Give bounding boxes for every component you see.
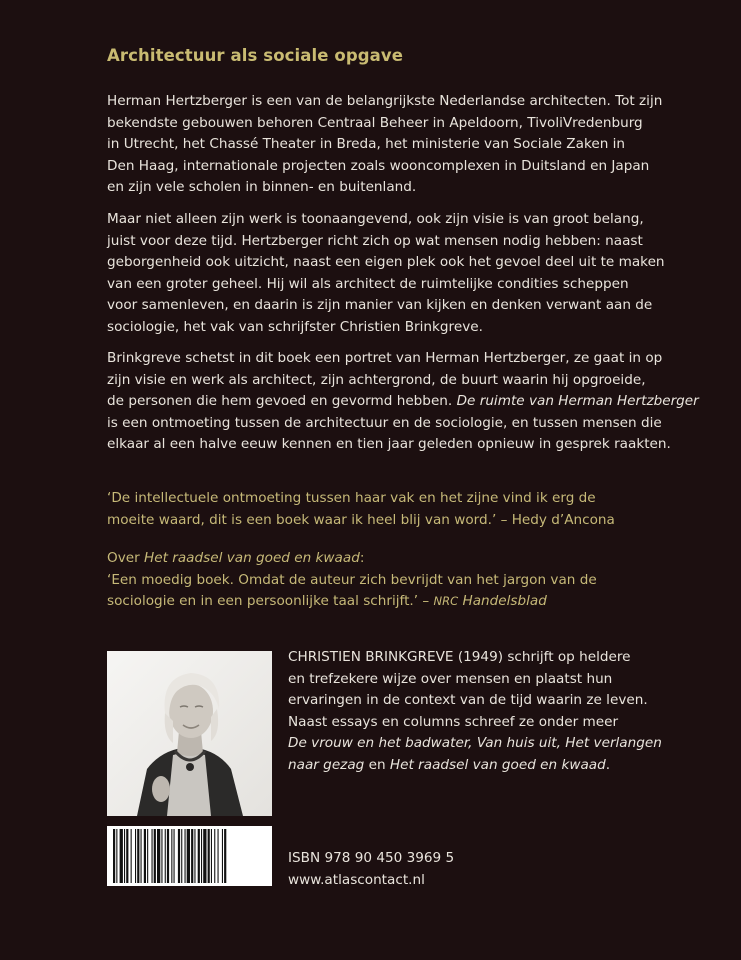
text-line: geborgenheid ook uitzicht, naast een eigen plek ook het gevoel deel uit te maken — [107, 254, 665, 271]
barcode-bar — [120, 829, 123, 883]
text-line: is een ontmoeting tussen de architectuur en de sociologie, en tussen mensen die — [107, 414, 662, 431]
quote-line: ‘Een moedig boek. Omdat de auteur zich bevrijdt van het jargon van de — [107, 571, 597, 588]
bio-line — [288, 755, 662, 777]
barcode-bar — [147, 829, 148, 883]
book-title: Het raadsel van goed en kwaad — [144, 550, 360, 566]
book-title: naar gezag — [288, 756, 365, 773]
barcode-bar — [222, 829, 223, 883]
barcode-bar — [135, 829, 136, 883]
barcode-bar — [187, 829, 190, 883]
bio-line: ervaringen in de context van de tijd waarin ze leven. — [288, 692, 648, 709]
text-line: juist voor deze tijd. Hertzberger richt zich op wat mensen nodig hebben: naast — [107, 232, 643, 249]
barcode-bar — [185, 829, 186, 883]
barcode-bar — [126, 829, 128, 883]
text-line: Brinkgreve schetst in dit boek een portret van Herman Hertzberger, ze gaat in op — [107, 350, 663, 366]
barcode-bar — [144, 829, 146, 883]
barcode-bar — [113, 829, 115, 883]
endorsement-quote — [107, 488, 615, 531]
barcode-bar — [154, 829, 156, 883]
text-fragment: : — [359, 550, 365, 566]
book-title: Het raadsel van goed en kwaad — [389, 756, 606, 773]
quote-line: ‘De intellectuele ontmoeting tussen haar vak en het zijne vind ik erg de — [107, 490, 596, 506]
text-fragment: Over — [107, 550, 140, 566]
quote-line — [107, 591, 597, 613]
quote-source: Handelsblad — [462, 593, 547, 610]
text-fragment: en — [368, 756, 386, 773]
barcode-bar — [131, 829, 132, 883]
barcode-bar — [214, 829, 215, 883]
vision-paragraph — [107, 209, 665, 339]
barcode-bar — [224, 829, 226, 883]
publisher-website: www.atlascontact.nl — [288, 871, 425, 888]
text-fragment: sociologie en in een persoonlijke taal schrijft.’ – — [107, 593, 430, 610]
bio-line: Naast essays en columns schreef ze onder meer — [288, 713, 619, 730]
barcode-bar — [218, 829, 219, 883]
text-fragment: . — [605, 756, 611, 773]
barcode-bar — [124, 829, 125, 883]
text-line: en zijn vele scholen in binnen- en buitenland. — [107, 179, 417, 196]
portrait-paragraph — [107, 348, 699, 456]
source-prefix: NRC — [433, 594, 459, 609]
text-line: van een groter geheel. Hij wil als architect de ruimtelijke condities scheppen — [107, 275, 629, 292]
barcode-bar — [171, 829, 172, 883]
book-title: Van huis uit, — [476, 735, 561, 752]
bio-line: CHRISTIEN BRINKGREVE (1949) schrijft op heldere — [288, 649, 631, 665]
barcode-bar — [137, 829, 139, 883]
text-line: Den Haag, internationale projecten zoals wooncomplexen in Duitsland en Japan — [107, 157, 650, 174]
publication-info — [288, 848, 454, 891]
barcode-bar — [152, 829, 153, 883]
intro-paragraph — [107, 91, 662, 199]
text-line: Herman Hertzberger is een van de belangrijkste Nederlandse architecten. Tot zijn — [107, 93, 663, 109]
barcode-bar — [141, 829, 142, 883]
barcode-bar — [191, 829, 193, 883]
text-line: bekendste gebouwen behoren Centraal Beheer in Apeldoorn, TivoliVredenburg — [107, 114, 643, 131]
barcode-bar — [174, 829, 175, 883]
barcode-bar — [165, 829, 166, 883]
text-line: sociologie, het vak van schrijfster Christien Brinkgreve. — [107, 318, 483, 335]
text-line: in Utrecht, het Chassé Theater in Breda, het ministerie van Sociale Zaken in — [107, 136, 626, 153]
quote-line — [107, 548, 597, 570]
section-heading: Architectuur als sociale opgave — [107, 46, 404, 65]
text-line: Maar niet alleen zijn werk is toonaangevend, ook zijn visie is van groot belang, — [107, 211, 644, 227]
barcode-bar — [116, 829, 117, 883]
book-title: De ruimte van Herman Hertzberger — [456, 393, 699, 410]
book-title: Het verlangen — [565, 735, 662, 752]
barcode — [107, 826, 272, 886]
barcode-bar — [203, 829, 206, 883]
author-photo — [107, 651, 272, 816]
barcode-bar — [161, 829, 162, 883]
text-fragment: de personen die hem gevoed en gevormd hebben. — [107, 393, 453, 410]
text-line: voor samenleven, en daarin is zijn manier van kijken en denken verwant aan de — [107, 297, 653, 314]
barcode-bar — [208, 829, 210, 883]
text-line: zijn visie en werk als architect, zijn achtergrond, de buurt waarin hij opgroeide, — [107, 371, 646, 388]
isbn-number: ISBN 978 90 450 3969 5 — [288, 850, 455, 866]
quote-line: moeite waard, dit is een boek waar ik heel blij van word.’ – Hedy d’Ancona — [107, 511, 615, 528]
barcode-bar — [201, 829, 202, 883]
book-title: De vrouw en het badwater, — [288, 735, 473, 752]
barcode-bar — [178, 829, 180, 883]
barcode-bar — [167, 829, 169, 883]
text-line: elkaar al een halve eeuw kennen en tien jaar geleden opnieuw in gesprek raakten. — [107, 436, 671, 453]
author-bio — [288, 647, 662, 777]
bio-line: en trefzekere wijze over mensen en plaatst hun — [288, 670, 613, 687]
barcode-bar — [194, 829, 195, 883]
review-quote — [107, 548, 597, 613]
barcode-bar — [198, 829, 200, 883]
barcode-bar — [181, 829, 182, 883]
barcode-bar — [157, 829, 160, 883]
bio-line — [288, 733, 662, 755]
text-line — [107, 391, 699, 413]
barcode-bar — [211, 829, 212, 883]
